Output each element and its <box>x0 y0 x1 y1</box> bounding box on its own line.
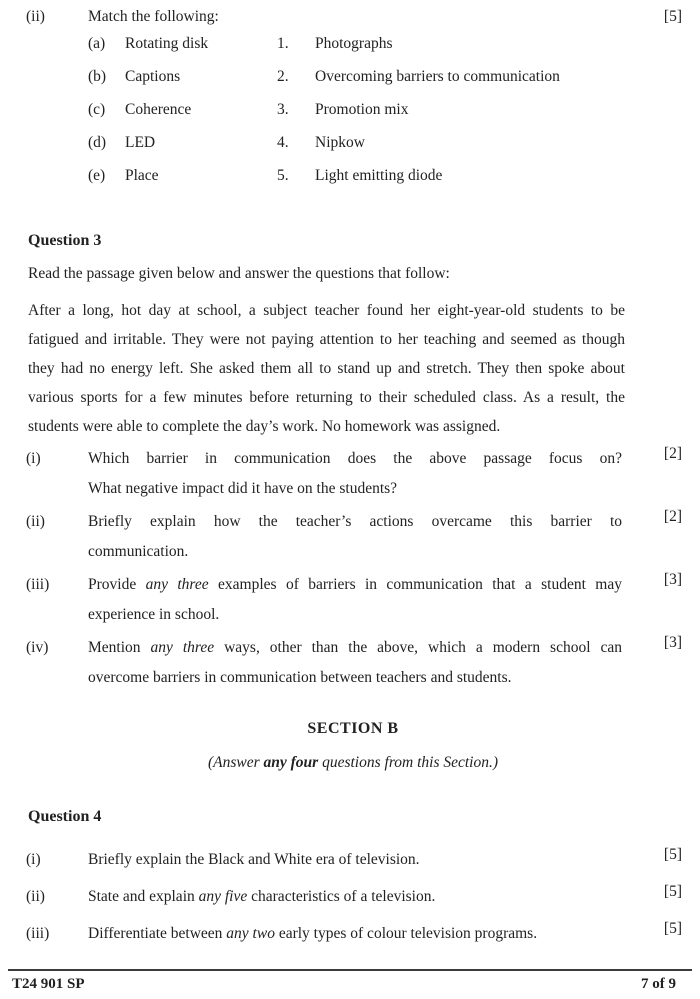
question3-subquestions <box>0 444 700 693</box>
subquestion-item <box>0 633 700 693</box>
match-row <box>0 100 700 120</box>
subquestion-marker: (iv) <box>26 639 49 656</box>
question4-heading: Question 4 <box>28 808 102 825</box>
subquestion-marker: (i) <box>26 851 41 868</box>
subquestion-item <box>0 882 700 912</box>
match-number: 5. <box>277 167 289 184</box>
passage-line: they had no energy left. She asked them all to stand up and stretch. They then spoke about <box>28 360 625 377</box>
match-letter: (b) <box>88 68 107 85</box>
subquestion-marker: (ii) <box>26 888 45 905</box>
subquestion-line: Mention any three ways, other than the above, which a modern school can <box>88 639 622 656</box>
subquestion-text <box>88 570 622 630</box>
subquestion-line: overcome barriers in communication between teachers and students. <box>88 669 512 686</box>
subquestion-item <box>0 919 700 949</box>
match-left-item: Coherence <box>125 101 192 118</box>
match-table <box>0 34 700 186</box>
match-question-row <box>0 7 700 27</box>
match-row <box>0 166 700 186</box>
match-number: 1. <box>277 35 289 52</box>
subquestion-marker: (ii) <box>26 513 45 530</box>
section-b-title: SECTION B <box>307 720 399 737</box>
subquestion-text <box>88 507 622 567</box>
subquestion-line: Briefly explain how the teacher’s actions overcame this barrier to <box>88 513 622 530</box>
match-right-item: Overcoming barriers to communication <box>315 68 560 85</box>
question3-heading: Question 3 <box>28 232 102 249</box>
subquestion-line: Which barrier in communication does the above passage focus on? <box>88 450 622 467</box>
match-row <box>0 34 700 54</box>
paper-code: T24 901 SP <box>12 976 85 992</box>
match-left-item: Place <box>125 167 159 184</box>
passage-line: After a long, hot day at school, a subject teacher found her eight-year-old students to be <box>28 302 625 319</box>
section-b-instruction: (Answer any four questions from this Section.) <box>207 754 499 771</box>
subquestion-text <box>88 882 622 912</box>
passage-line: students were able to complete the day’s work. No homework was assigned. <box>28 418 501 435</box>
subquestion-marker: (i) <box>26 450 41 467</box>
subquestion-item <box>0 570 700 630</box>
match-left-item: LED <box>125 134 156 151</box>
subquestion-text <box>88 845 622 875</box>
match-left-item: Rotating disk <box>125 35 209 52</box>
page-footer <box>8 969 692 994</box>
section-b-header <box>28 718 678 774</box>
subquestion-text <box>88 633 622 693</box>
match-right-item: Light emitting diode <box>315 167 443 184</box>
marks-badge: [5] <box>663 920 682 937</box>
subquestion-marker: (iii) <box>26 925 50 942</box>
marks-badge: [5] <box>663 846 682 863</box>
match-left-item: Captions <box>125 68 181 85</box>
subquestion-line: What negative impact did it have on the students? <box>88 480 398 497</box>
match-number: 2. <box>277 68 289 85</box>
passage-line: fatigued and irritable. They were not paying attention to her teaching and seemed as though <box>28 331 625 348</box>
question4-subquestions <box>0 845 700 949</box>
marks-badge: [5] <box>663 8 682 25</box>
subquestion-line: State and explain any five characteristics of a television. <box>88 888 436 905</box>
question-marker: (ii) <box>26 8 45 25</box>
match-title: Match the following: <box>88 8 219 25</box>
marks-badge: [2] <box>663 445 682 462</box>
subquestion-marker: (iii) <box>26 576 50 593</box>
subquestion-line: communication. <box>88 543 189 560</box>
marks-badge: [3] <box>663 571 682 588</box>
match-number: 4. <box>277 134 289 151</box>
marks-badge: [5] <box>663 883 682 900</box>
question3-passage <box>28 296 625 441</box>
subquestion-line: experience in school. <box>88 606 220 623</box>
match-letter: (a) <box>88 35 106 52</box>
question3-intro: Read the passage given below and answer the questions that follow: <box>28 265 450 282</box>
passage-line: various sports for a few minutes before returning to their scheduled class. As a result, the <box>28 389 625 406</box>
subquestion-text <box>88 919 622 949</box>
subquestion-line: Provide any three examples of barriers in communication that a student may <box>88 576 622 593</box>
match-letter: (c) <box>88 101 106 118</box>
match-letter: (d) <box>88 134 107 151</box>
subquestion-line: Briefly explain the Black and White era of television. <box>88 851 420 868</box>
subquestion-text <box>88 444 622 504</box>
subquestion-item <box>0 845 700 875</box>
subquestion-item <box>0 444 700 504</box>
match-number: 3. <box>277 101 289 118</box>
subquestion-item <box>0 507 700 567</box>
match-right-item: Photographs <box>315 35 393 52</box>
match-right-item: Nipkow <box>315 134 365 151</box>
marks-badge: [3] <box>663 634 682 651</box>
match-letter: (e) <box>88 167 106 184</box>
match-row <box>0 67 700 87</box>
match-right-item: Promotion mix <box>315 101 409 118</box>
subquestion-line: Differentiate between any two early types of colour television programs. <box>88 925 538 942</box>
marks-badge: [2] <box>663 508 682 525</box>
page-number: 7 of 9 <box>641 976 676 992</box>
match-row <box>0 133 700 153</box>
